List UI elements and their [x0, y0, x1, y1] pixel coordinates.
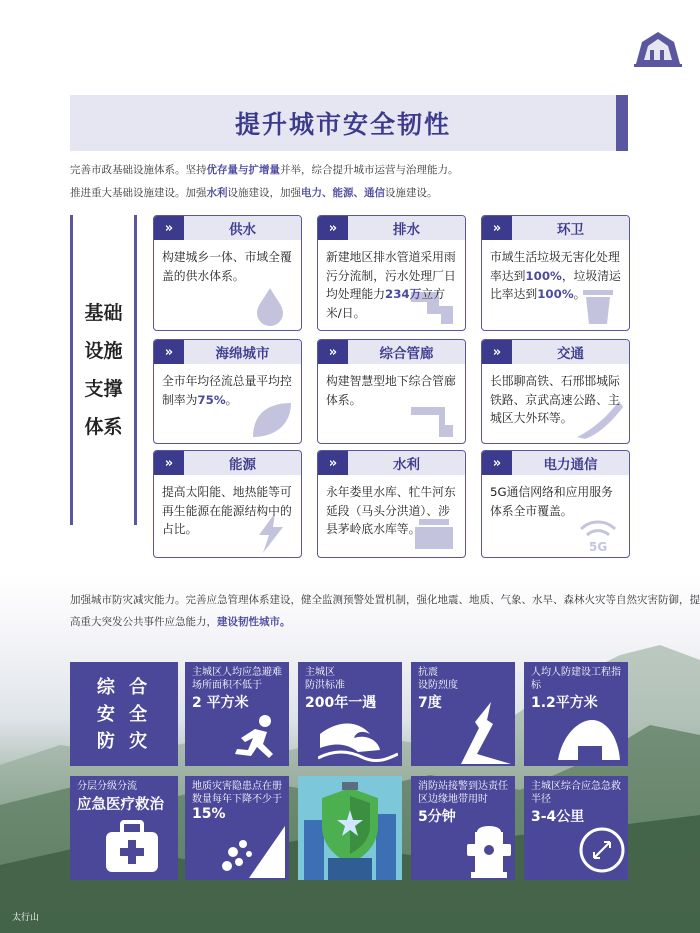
text-segment: 全市年均径流总量平均控制率为 — [162, 374, 292, 407]
safety-label-tile — [70, 662, 178, 766]
text-segment: 永年娄里水库、牤牛河东延段（马头分洪道）、涉县茅岭底水库等。 — [326, 485, 456, 536]
water-drop-icon — [245, 286, 295, 326]
card-title: 综合管廊 — [379, 346, 434, 362]
safety-label-line: 防 灾 — [96, 731, 152, 752]
infra-label-line: 设施 — [84, 340, 123, 362]
photo-caption: 太行山 — [12, 913, 40, 923]
tile-geological-hazard — [185, 776, 289, 880]
text-segment: 完善市政基础设施体系。坚持 — [70, 164, 207, 176]
text-segment: 。 — [573, 287, 586, 301]
tile-caption: 地质灾害隐患点在册数量每年下降不少于 — [192, 781, 282, 805]
tile-evacuation-area — [185, 662, 289, 766]
infrastructure-label — [70, 215, 137, 525]
infra-label-line: 支撑 — [84, 378, 123, 400]
tile-value: 200年一遇 — [305, 695, 377, 711]
card-power-telecom — [481, 450, 630, 558]
seal-logo-icon — [630, 28, 685, 68]
chevron-double-icon: » — [318, 340, 348, 364]
tile-emergency-radius — [524, 776, 628, 880]
tile-caption: 分层分级分流 — [77, 781, 137, 792]
card-sanitation — [481, 215, 630, 331]
tile-city-protection — [298, 776, 402, 880]
tile-caption: 主城区人均应急避难场所面积不低于 — [192, 667, 282, 691]
chevron-double-icon: » — [482, 451, 512, 475]
text-segment: 并举，综合提升城市运营与治理能力。 — [280, 164, 459, 176]
card-text — [318, 475, 465, 539]
page-title: 提升城市安全韧性 — [234, 110, 451, 139]
card-text — [318, 240, 465, 322]
card-title: 环卫 — [557, 222, 584, 238]
title-banner — [70, 95, 628, 151]
landslide-icon — [219, 818, 285, 878]
card-sponge-city — [153, 339, 302, 444]
card-transport — [481, 339, 630, 444]
tile-civil-defense — [524, 662, 628, 766]
text-segment: 构建城乡一体、市域全覆盖的供水体系。 — [162, 250, 292, 283]
highlight-text: 234万 — [385, 287, 422, 301]
highlight-text: 100% — [525, 268, 562, 283]
text-segment: 5G通信网络和应用服务体系全市覆盖。 — [490, 485, 613, 518]
safety-label-line: 综 合 — [96, 677, 152, 698]
card-text — [154, 475, 301, 539]
tile-value: 7度 — [418, 695, 442, 711]
tile-value: 3-4公里 — [531, 809, 585, 825]
text-segment: 高重大突发公共事件应急能力， — [70, 616, 217, 628]
card-water-supply — [153, 215, 302, 331]
radius-circle-icon — [578, 826, 626, 874]
card-title: 交通 — [557, 346, 584, 362]
text-segment: 市域生活垃圾无害化处理率达到 — [490, 250, 620, 283]
chevron-double-icon: » — [318, 451, 348, 475]
safety-intro-line-2 — [70, 614, 291, 629]
infra-label-line: 基础 — [84, 302, 123, 324]
city-shield-icon — [298, 776, 402, 880]
card-title: 能源 — [229, 457, 256, 473]
svg-text:5G: 5G — [589, 540, 608, 553]
chevron-double-icon: » — [154, 451, 184, 475]
intro-line-1 — [70, 162, 459, 177]
card-title: 排水 — [393, 222, 420, 238]
tile-value: 应急医疗救治 — [77, 797, 164, 813]
infra-label-line: 体系 — [84, 416, 123, 438]
fire-hydrant-icon — [467, 820, 511, 878]
chevron-double-icon: » — [154, 340, 184, 364]
chevron-double-icon: » — [482, 216, 512, 240]
tile-caption: 主城区综合应急急救半径 — [531, 781, 621, 805]
text-segment: 提高太阳能、地热能等可再生能源在能源结构中的占比。 — [162, 485, 292, 536]
shelter-tent-icon — [554, 716, 624, 762]
card-utility-tunnel — [317, 339, 466, 444]
earthquake-crack-icon — [451, 702, 511, 764]
tile-value: 5分钟 — [418, 809, 456, 825]
card-energy — [153, 450, 302, 558]
highlight-text: 100% — [537, 287, 574, 301]
tile-caption: 消防站接警到达责任区边缘地带用时 — [418, 781, 508, 805]
text-segment: ，垃圾清运比率达到 — [490, 268, 621, 301]
tile-value: 2 平方米 — [192, 695, 249, 711]
intro-line-2 — [70, 185, 438, 200]
tile-seismic-intensity — [411, 662, 515, 766]
safety-label-line: 安 全 — [96, 704, 152, 725]
tile-caption: 人均人防建设工程指标 — [531, 667, 621, 691]
safety-intro-line-1 — [70, 592, 700, 607]
text-segment: 加强城市防灾减灾能力。完善应急管理体系建设，健全监测预警处置机制，强化地震、地质、气象、水旱、森林火灾等自然灾害防御，提 — [70, 594, 700, 606]
text-segment: 新建地区排水管道采用雨污分流制，污水处理厂日均处理能力 — [326, 250, 456, 301]
card-title: 供水 — [229, 222, 256, 238]
card-water-conservancy — [317, 450, 466, 558]
medical-kit-icon — [104, 820, 160, 874]
highlight-text: 75% — [197, 392, 226, 407]
highlight-text: 建设韧性城市。 — [217, 616, 291, 628]
text-segment: 设施建设，加强 — [227, 187, 301, 199]
card-text — [482, 475, 629, 520]
text-segment: 构建智慧型地下综合管廊体系。 — [326, 374, 456, 407]
text-segment: 设施建设。 — [385, 187, 438, 199]
highlight-text: 电力、能源、通信 — [301, 187, 385, 199]
tile-flood-standard — [298, 662, 402, 766]
text-segment: 推进重大基础设施建设。加强 — [70, 187, 207, 199]
card-title: 水利 — [393, 457, 420, 473]
chevron-double-icon: » — [482, 340, 512, 364]
card-title: 电力通信 — [543, 457, 598, 473]
card-text — [482, 364, 629, 428]
highlight-text: 优存量与扩增量 — [206, 164, 280, 176]
chevron-double-icon: » — [154, 216, 184, 240]
chevron-double-icon: » — [318, 216, 348, 240]
tile-medical-rescue — [70, 776, 178, 880]
tile-caption: 主城区 防洪标准 — [305, 667, 345, 691]
tile-value: 15% — [192, 806, 226, 822]
card-text — [482, 240, 629, 304]
tile-caption: 抗震 设防烈度 — [418, 667, 458, 691]
card-text — [318, 364, 465, 409]
text-segment: 立方米/日。 — [326, 287, 446, 320]
text-segment: 。 — [225, 392, 238, 407]
flood-wave-icon — [318, 714, 398, 764]
text-segment: 长邯聊高铁、石邢邯城际铁路、京武高速公路、主城区大外环等。 — [490, 374, 620, 425]
tile-fire-response — [411, 776, 515, 880]
card-title: 海绵城市 — [215, 346, 270, 362]
card-text — [154, 364, 301, 409]
highlight-text: 水利 — [206, 187, 228, 199]
card-text — [154, 240, 301, 285]
card-drainage — [317, 215, 466, 331]
running-person-icon — [229, 714, 281, 762]
tile-value: 1.2平方米 — [531, 695, 598, 711]
